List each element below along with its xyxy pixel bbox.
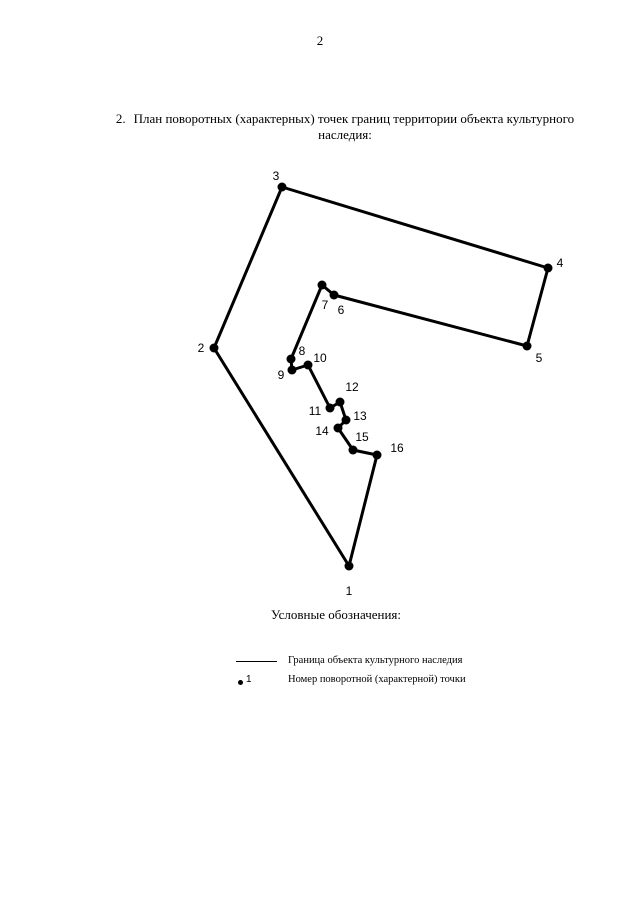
turning-point-1 [345,562,354,571]
turning-point-5 [523,342,532,351]
page-number: 2 [316,33,324,48]
boundary-line [214,187,548,566]
point-label-9: 9 [277,368,285,383]
point-label-2: 2 [197,341,205,356]
turning-point-3 [278,183,287,192]
turning-point-10 [304,361,313,370]
turning-point-12 [336,398,345,407]
point-label-3: 3 [272,169,280,184]
turning-point-4 [544,264,553,273]
turning-points [198,169,564,598]
turning-point-13 [342,416,351,425]
legend-title: Условные обозначения: [270,607,402,622]
legend-point-number: 1 [246,674,252,685]
point-label-12: 12 [345,380,359,395]
plan-heading-line2: наследия: [318,127,372,142]
heading-text-line1: План поворотных (характерных) точек границ территории объекта культурного [133,111,575,126]
point-label-5: 5 [535,351,543,366]
heading-number: 2. [115,111,126,126]
point-label-11: 11 [308,404,322,419]
turning-point-16 [373,451,382,460]
point-label-15: 15 [355,430,369,445]
point-label-8: 8 [298,344,306,359]
turning-point-6 [330,291,339,300]
point-label-14: 14 [315,424,329,439]
turning-point-2 [210,344,219,353]
legend-point-text: Номер поворотной (характерной) точки [288,674,466,685]
turning-point-15 [349,446,358,455]
point-label-10: 10 [313,351,327,366]
legend-point-icon [238,680,243,685]
turning-point-7 [318,281,327,290]
point-label-4: 4 [556,256,564,271]
point-label-13: 13 [353,409,367,424]
legend-boundary-text: Граница объекта культурного наследия [288,655,463,666]
turning-point-11 [326,404,335,413]
point-label-7: 7 [321,298,329,313]
point-label-16: 16 [390,441,404,456]
legend-line-symbol [236,661,277,662]
point-label-1: 1 [345,584,353,599]
turning-point-8 [287,355,296,364]
turning-point-9 [288,366,297,375]
point-label-6: 6 [337,303,345,318]
turning-point-14 [334,424,343,433]
